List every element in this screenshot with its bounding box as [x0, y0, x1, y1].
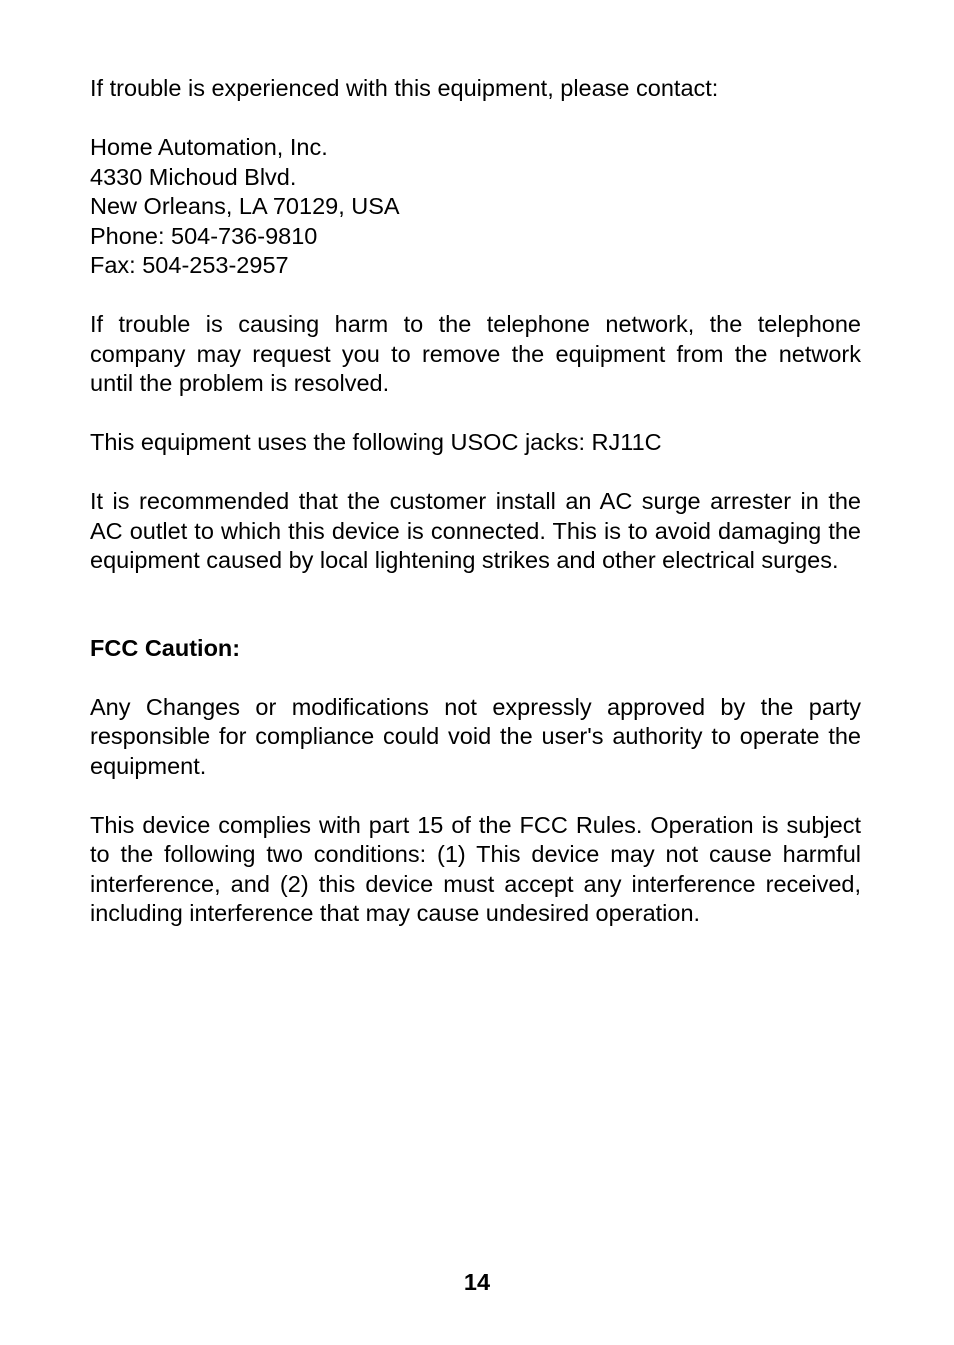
company-name: Home Automation, Inc.: [90, 134, 328, 160]
page-content: [90, 74, 861, 958]
surge-arrester-paragraph: It is recommended that the customer install an AC surge arrester in the AC outlet to which this device is connected. This is to avoid damaging the equipment caused by local lightening strikes and other electrical surges.: [90, 488, 861, 573]
city-address: New Orleans, LA 70129, USA: [90, 193, 400, 219]
street-address: 4330 Michoud Blvd.: [90, 163, 297, 190]
network-harm-paragraph: If trouble is causing harm to the telephone network, the telephone company may request you to remove the equipment from the network until the problem is resolved.: [90, 311, 861, 396]
fax-number: Fax: 504-253-2957: [90, 252, 289, 278]
phone-number: Phone: 504-736-9810: [90, 222, 318, 249]
contact-address: [90, 133, 861, 281]
fcc-compliance-paragraph: This device complies with part 15 of the FCC Rules. Operation is subject to the following two conditions: (1) This device may not cause harmful interference, and (2) this device must accept any interference received, including interference that may cause undesired operation.: [90, 811, 861, 926]
fcc-caution-heading: FCC Caution:: [90, 634, 241, 661]
fcc-changes-paragraph: Any Changes or modifications not expressly approved by the party responsible for compliance could void the user's authority to operate the equipment.: [90, 693, 861, 779]
page-number: 14: [463, 1269, 491, 1295]
usoc-jacks-paragraph: This equipment uses the following USOC jacks: RJ11C: [90, 429, 662, 455]
contact-intro: If trouble is experienced with this equipment, please contact:: [90, 75, 719, 101]
